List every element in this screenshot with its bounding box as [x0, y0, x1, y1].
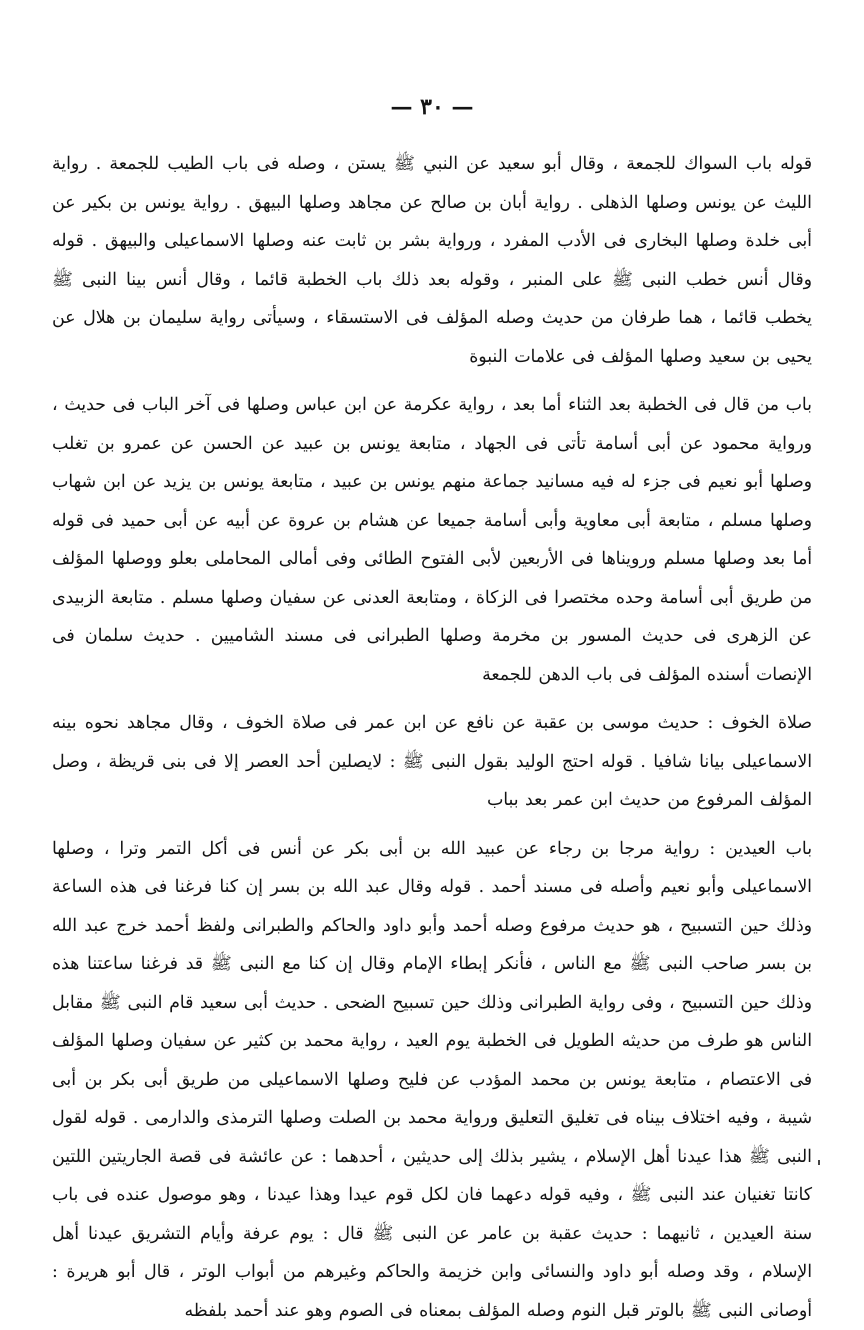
page-body	[52, 145, 812, 1330]
paragraph-siwak-friday: قوله باب السواك للجمعة ، وقال أبو سعيد عن النبي ﷺ يستن ، وصله فى باب الطيب للجمعة . رواية الليث عن يونس وصلها الذهلى . رواية أبان بن صالح عن مجاهد وصلها البيهق . رواية يونس بن بكير عن أبى خلدة وصلها البخارى فى الأدب المفرد ، ورواية بشر بن ثابت عنه وصلها الاسماعيلى والبيهق . قوله وقال أنس خطب النبى ﷺ على المنبر ، وقوله بعد ذلك باب الخطبة قائما ، وقال أنس بينا النبى ﷺ يخطب قائما ، هما طرفان من حديث وصله المؤلف فى الاستسقاء ، وسيأتى رواية سليمان بن هلال عن يحيى بن سعيد وصلها المؤلف فى علامات النبوة	[52, 145, 812, 376]
paragraph-bab-al-eidayn: باب العيدين : رواية مرجا بن رجاء عن عبيد الله بن أبى بكر عن أنس فى أكل التمر وترا ، وصلها الاسماعيلى وأبو نعيم وأصله فى مسند أحمد . قوله وقال عبد الله بن بسر إن كنا فرغنا فى هذه الساعة وذلك حين التسبيح ، هو حديث مرفوع وصله أحمد وأبو داود والحاكم والطبرانى ولفظ أحمد خرج عبد الله بن بسر صاحب النبى ﷺ مع الناس ، فأنكر إبطاء الإمام وقال إن كنا مع النبى ﷺ قد فرغنا ساعتنا هذه وذلك حين التسبيح ، وفى رواية الطبرانى وذلك حين تسبيح الضحى . حديث أبى سعيد قام النبى ﷺ مقابل الناس هو طرف من حديثه الطويل فى الخطبة يوم العيد ، رواية محمد بن كثير عن سفيان وصلها المؤلف فى الاعتصام ، متابعة يونس بن محمد المؤدب عن فليح وصلها الاسماعيلى من طريق أبى بكر بن أبى شيبة ، وفيه اختلاف بيناه فى تغليق التعليق ورواية محمد بن الصلت وصلها الترمذى والدارمى . قوله لقول النبى ﷺ هذا عيدنا أهل الإسلام ، يشير بذلك إلى حديثين ، أحدهما : عن عائشة فى قصة الجاريتين اللتين كانتا تغنيان عند النبى ﷺ ، وفيه قوله دعهما فان لكل قوم عيدا وهذا عيدنا ، وهو موصول عنده فى باب سنة العيدين ، ثانيهما : حديث عقبة بن عامر عن النبى ﷺ قال : يوم عرفة وأيام التشريق عيدنا أهل الإسلام ، وقد وصله أبو داود والنسائى وابن خزيمة والحاكم وغيرهم من أبواب الوتر ، قال أبو هريرة : أوصانى النبى ﷺ بالوتر قبل النوم وصله المؤلف بمعناه فى الصوم وهو عند أحمد بلفظه	[52, 830, 812, 1330]
scan-speck	[818, 1160, 820, 1165]
paragraph-salat-al-khawf: صلاة الخوف : حديث موسى بن عقبة عن نافع عن ابن عمر فى صلاة الخوف ، وقال مجاهد نحوه بينه الاسماعيلى بيانا شافيا . قوله احتج الوليد بقول النبى ﷺ : لايصلين أحد العصر إلا فى بنى قريظة ، وصل المؤلف المرفوع من حديث ابن عمر بعد بباب	[52, 704, 812, 820]
page-number: — ٣٠ —	[0, 94, 864, 120]
paragraph-amma-bad: باب من قال فى الخطبة بعد الثناء أما بعد ، رواية عكرمة عن ابن عباس وصلها فى آخر الباب فى حديث ، ورواية محمود عن أبى أسامة تأتى فى الجهاد ، متابعة يونس بن عبيد عن الحسن عن عمرو بن تغلب وصلها أبو نعيم فى جزء له فيه مسانيد جماعة منهم يونس بن عبيد ، متابعة يونس بن يزيد عن ابن شهاب وصلها مسلم ، متابعة أبى معاوية وأبى أسامة جميعا عن هشام بن عروة عن أبيه عن أبى حميد فى قوله أما بعد وصلها مسلم ورويناها فى الأربعين لأبى الفتوح الطائى وفى أمالى المحاملى بعلو ووصلها المؤلف من طريق أبى أسامة وحده مختصرا فى الزكاة ، ومتابعة العدنى عن سفيان وصلها مسلم . متابعة الزبيدى عن الزهرى فى حديث المسور بن مخرمة وصلها الطبرانى فى مسند الشاميين . حديث سلمان فى الإنصات أسنده المؤلف فى باب الدهن للجمعة	[52, 386, 812, 694]
